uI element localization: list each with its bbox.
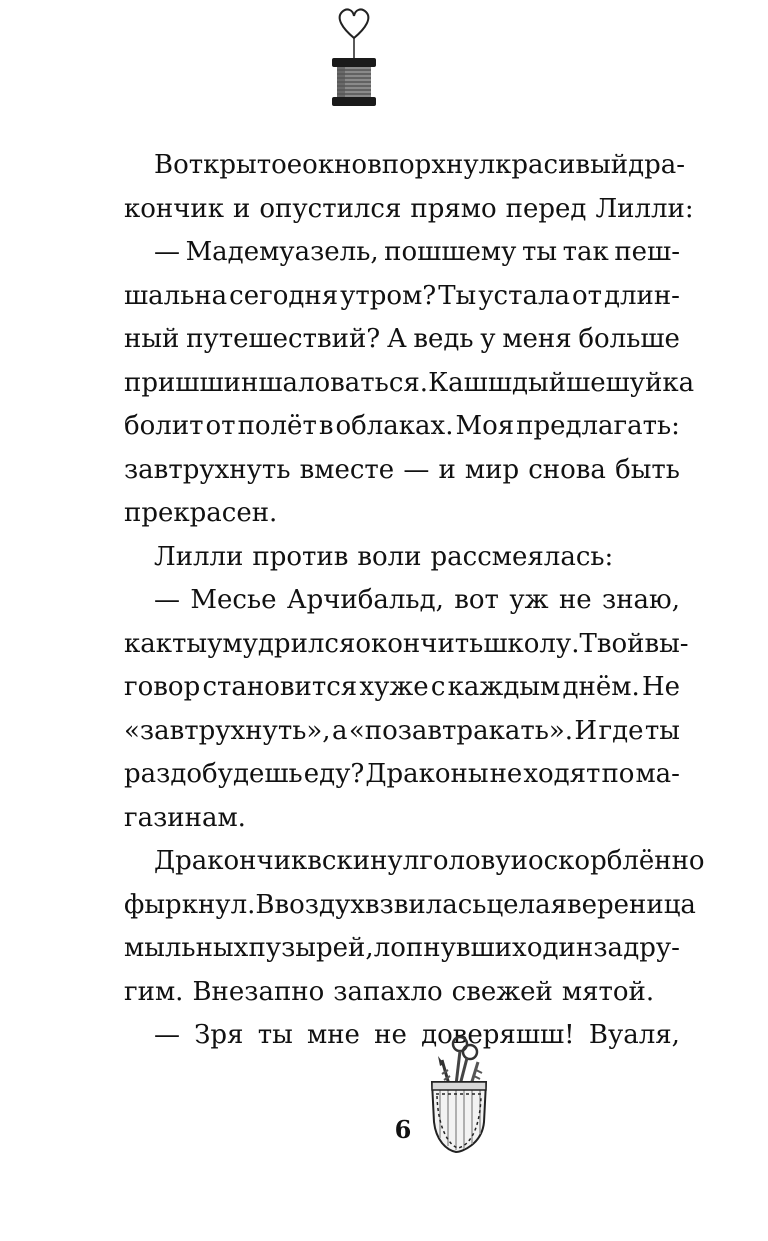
word: Месье — [190, 585, 277, 615]
word: полёт — [237, 411, 317, 441]
word: ма- — [635, 759, 680, 789]
word: шальна — [124, 280, 228, 311]
word: больше — [578, 324, 680, 354]
word: длин- — [603, 280, 680, 311]
word: открытое — [173, 150, 303, 180]
word: в — [318, 411, 334, 441]
word: свежей — [451, 976, 553, 1007]
word: Внезапно — [192, 976, 325, 1007]
word: еду? — [303, 759, 365, 789]
word: пошшему — [384, 237, 517, 267]
word: Моя — [455, 411, 515, 441]
text-line — [124, 188, 694, 232]
word: впорхнул — [367, 150, 496, 180]
word: оскорблённо — [527, 846, 705, 876]
page-footer — [0, 1060, 768, 1200]
word: один — [526, 933, 594, 963]
page-number: 6 — [394, 1115, 412, 1144]
word: А — [386, 324, 407, 354]
text-line — [124, 840, 705, 884]
word: ты — [521, 237, 558, 267]
word: каждым — [447, 672, 561, 702]
word: красивый — [495, 150, 629, 180]
word: прекрасен. — [124, 498, 278, 528]
word: умудрился — [207, 628, 356, 659]
word: опустился — [259, 193, 402, 224]
word: гим. — [124, 976, 184, 1007]
word: мир — [464, 454, 520, 485]
word: «позавтракать». — [348, 715, 574, 746]
word: и — [510, 846, 528, 876]
word: с — [430, 672, 446, 702]
text-line — [124, 797, 680, 841]
word: — — [154, 1020, 180, 1050]
text-line — [124, 884, 696, 928]
word: не — [489, 759, 523, 789]
word: дра- — [628, 150, 686, 180]
word: и — [438, 454, 456, 485]
word: так — [562, 237, 609, 267]
word: пузырей, — [248, 933, 374, 963]
word: Мадемуазель, — [185, 237, 379, 267]
word: уж — [509, 585, 549, 615]
word: В — [255, 889, 275, 920]
word: не — [374, 1020, 407, 1050]
word: рассмеялась: — [430, 541, 614, 572]
word: доверяшш! — [421, 1020, 575, 1050]
word: и — [233, 193, 251, 224]
word: сегодня — [229, 280, 339, 311]
word: — — [403, 454, 430, 485]
word: мыльных — [124, 933, 249, 963]
word: раздобудешь — [124, 759, 303, 789]
word: вместе — [299, 454, 395, 485]
word: Не — [641, 672, 680, 702]
word: воли — [357, 541, 422, 572]
word: ведь — [413, 324, 474, 354]
word: школу. — [483, 628, 580, 659]
word: ты — [257, 1020, 293, 1050]
word: от — [571, 280, 603, 311]
word: пришшин — [124, 367, 259, 398]
text-line — [124, 231, 680, 275]
text-line — [124, 579, 680, 623]
word: хуже — [359, 672, 429, 702]
text-line — [124, 362, 695, 406]
word: ный — [124, 324, 180, 354]
word: меня — [502, 324, 572, 354]
word: завтрухнуть — [124, 454, 291, 485]
word: говор — [124, 672, 201, 702]
word: кончик — [124, 193, 225, 224]
word: Драконы — [365, 759, 489, 789]
text-line — [124, 927, 680, 971]
word: снова — [528, 454, 606, 485]
word: Твой — [579, 628, 645, 659]
word: прямо — [410, 193, 497, 224]
text-line — [124, 753, 680, 797]
word: утром? — [340, 280, 437, 311]
word: «завтрухнуть», — [124, 715, 331, 746]
thread-spool-heart-icon — [324, 0, 384, 110]
word: Арчибальд, — [286, 585, 444, 615]
word: Ты — [438, 280, 477, 311]
word: Лилли — [154, 541, 244, 572]
word: голову — [419, 846, 511, 876]
word: ты — [172, 628, 208, 659]
word: газинам. — [124, 802, 246, 833]
word: ходят — [523, 759, 601, 789]
word: окно — [302, 150, 368, 180]
word: шешуйка — [566, 367, 695, 398]
word: облаках. — [335, 411, 454, 441]
word: В — [154, 150, 174, 180]
word: от — [205, 411, 236, 441]
word: днём. — [562, 672, 640, 702]
word: взвилась — [364, 889, 487, 920]
word: фыркнул. — [124, 889, 256, 920]
word: вскинул — [307, 846, 420, 876]
pincushion-scissors-icon — [420, 1030, 500, 1160]
word: лопнувших — [373, 933, 527, 963]
word: Кашшдый — [428, 367, 567, 398]
word: знаю, — [602, 585, 680, 615]
text-line — [124, 275, 680, 319]
word: целая — [486, 889, 567, 920]
word: мне — [306, 1020, 360, 1050]
text-line — [124, 144, 686, 188]
word: Дракончик — [154, 846, 308, 876]
word: против — [252, 541, 349, 572]
word: дру- — [623, 933, 680, 963]
word: шаловаться. — [258, 367, 429, 398]
word: Зря — [194, 1020, 244, 1050]
word: Вуаля, — [588, 1020, 680, 1050]
word: за — [593, 933, 624, 963]
text-line — [124, 536, 680, 580]
word: устала — [478, 280, 570, 311]
body-text — [124, 144, 705, 1058]
word: быть — [615, 454, 680, 485]
word: Лилли: — [595, 193, 694, 224]
word: перед — [505, 193, 587, 224]
text-line — [124, 1014, 680, 1058]
word: И — [574, 715, 598, 746]
word: запахло — [333, 976, 443, 1007]
word: вот — [454, 585, 499, 615]
word: пеш- — [614, 237, 680, 267]
word: — — [154, 237, 180, 267]
text-line — [124, 623, 689, 667]
word: по — [601, 759, 635, 789]
word: вереница — [566, 889, 696, 920]
text-line — [124, 971, 680, 1015]
word: не — [558, 585, 592, 615]
word: окончить — [355, 628, 484, 659]
word: вы- — [644, 628, 689, 659]
word: как — [124, 628, 173, 659]
text-line — [124, 492, 680, 536]
word: где — [598, 715, 644, 746]
text-line — [124, 318, 680, 362]
text-line — [124, 710, 680, 754]
word: предлагать: — [516, 411, 680, 441]
word: становится — [202, 672, 358, 702]
word: воздух — [274, 889, 365, 920]
word: болит — [124, 411, 204, 441]
word: ты — [644, 715, 680, 746]
text-line — [124, 405, 680, 449]
word: у — [480, 324, 496, 354]
text-line — [124, 666, 680, 710]
word: путешествий? — [186, 324, 381, 354]
word: мятой. — [561, 976, 655, 1007]
word: — — [154, 585, 180, 615]
text-line — [124, 449, 680, 493]
word: а — [331, 715, 348, 746]
